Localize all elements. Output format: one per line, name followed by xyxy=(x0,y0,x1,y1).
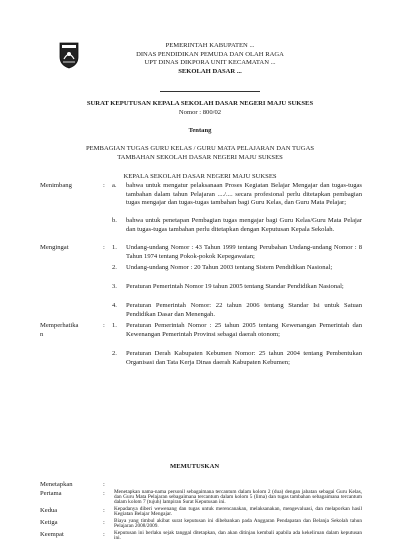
keempat-text: Keputusan ini berlaku sejak tanggal ditetapkan, dan akan ditinjau kembali apabila ada kekeliruan dalam keputusan ini. xyxy=(114,530,362,542)
keempat-label: Keempat xyxy=(40,531,64,538)
mengingat-colon: : xyxy=(103,244,105,251)
mengingat-label: Mengingat xyxy=(40,244,69,251)
subject-line-1: PEMBAGIAN TUGAS GURU KELAS / GURU MATA PELAJARAN DAN TUGAS xyxy=(85,145,314,152)
document-title: SURAT KEPUTUSAN KEPALA SEKOLAH DASAR NEGERI MAJU SUKSES xyxy=(86,100,314,107)
ketiga-colon: : xyxy=(103,519,105,526)
letterhead xyxy=(95,42,325,76)
memperhatikan-label-line-1: Memperhatika xyxy=(40,322,79,329)
document-number: Nomor : 800/02 xyxy=(178,109,222,116)
menimbang-colon: : xyxy=(103,182,105,189)
mengingat-marker-2: 2. xyxy=(112,264,117,271)
ketiga-text: Biaya yang timbul akibat surat keputusan ini dibebankan pada Anggaran Pendapatan dan Belanja Sekolah tahun Pelajaran 2008/2009. xyxy=(114,518,362,530)
keempat-colon: : xyxy=(103,531,105,538)
menimbang-marker-a: a. xyxy=(112,182,117,189)
mengingat-marker-4: 4. xyxy=(112,302,117,309)
menimbang-item-b: bahwa untuk penetapan Pembagian tugas mengajar bagi Guru Kelas/Guru Mata Pelajar dan tugas-tugas tambahan perlu ditetapkan dengan Keputusan Kepala Sekolah. xyxy=(126,217,362,233)
about-label: Tentang xyxy=(188,127,212,134)
letterhead-line-unit: UPT DINAS DIKPORA UNIT KECAMATAN ... xyxy=(144,59,276,67)
ketiga-label: Ketiga xyxy=(40,519,58,526)
memperhatikan-item-2: Peraturan Derah Kabupaten Kebumen Nomor: 25 tahun 2004 tentang Pembentukan Organisasi dan Tata Kerja Dinas daerah Kabupaten Kebumen; xyxy=(126,350,362,366)
menimbang-label: Menimbang xyxy=(40,182,72,189)
letterhead-line-school: SEKOLAH DASAR ... xyxy=(178,67,242,75)
pertama-text: Menetapkan nama-nama personil sebagaimana tercantum dalam kolom 2 (dua) dengan jabatan sebagai Guru Kelas, dan Guru Mata Pelajaran sebagaimana tercantum dalam kolom 5 (lima) dan tugas tambahan sebagaimana tercantum dalam kolom 7 (tujuh) lampiran Surat Keputusan ini. xyxy=(114,489,362,506)
pertama-label: Pertama xyxy=(40,490,62,497)
issuer-heading: KEPALA SEKOLAH DASAR NEGERI MAJU SUKSES xyxy=(123,173,277,180)
regency-crest-logo xyxy=(58,41,80,69)
letterhead-line-government: PEMERINTAH KABUPATEN ... xyxy=(165,42,255,49)
mengingat-item-4: Peraturan Pemerintah Nomor: 22 tahun 2006 tentang Standar Isi untuk Satuan Pendidikan Dasar dan Menengah. xyxy=(126,302,362,318)
mengingat-item-1: Undang-undang Nomor : 43 Tahun 1999 tentang Perubahan Undang-undang Nomor : 8 Tahun 1974 tentang Pokok-pokok Kepegawaian; xyxy=(126,244,362,260)
mengingat-item-3: Peraturan Pemerintah Nomor 19 tahun 2005 tentang Standar Pendidikan Nasional; xyxy=(126,283,344,290)
memperhatikan-marker-1: 1. xyxy=(112,322,117,329)
memperhatikan-marker-2: 2. xyxy=(112,350,117,357)
menimbang-marker-b: b. xyxy=(112,217,117,224)
mengingat-marker-1: 1. xyxy=(112,244,117,251)
menetapkan-label: Menetapkan xyxy=(40,481,73,488)
mengingat-marker-3: 3. xyxy=(112,283,117,290)
kedua-label: Kedua xyxy=(40,507,58,514)
decision-heading: MEMUTUSKAN xyxy=(170,463,220,470)
letterhead-divider xyxy=(160,91,260,92)
pertama-colon: : xyxy=(103,490,105,497)
mengingat-item-2: Undang-undang Nomor : 20 Tahun 2003 tentang Sistem Pendidikan Nasional; xyxy=(126,264,333,271)
kedua-colon: : xyxy=(103,507,105,514)
memperhatikan-colon: : xyxy=(103,322,105,329)
menetapkan-colon: : xyxy=(103,481,105,488)
letterhead-line-agency: DINAS PENDIDIKAN PEMUDA DAN OLAH RAGA xyxy=(136,50,284,58)
memperhatikan-label xyxy=(40,322,78,339)
menimbang-item-a: bahwa untuk mengatur pelaksanaan Proses Kegiatan Belajar Mengajar dan tugas-tugas tambahan dalam tahun Pelajaran ..../.... secara profesional perlu ditetapkan pembagian tugas mengajar dan tugas-tugas tambahan bagi Guru Kelas, dan Guru Mata Pelajar; xyxy=(126,182,362,206)
subject-line-2: TAMBAHAN SEKOLAH DASAR NEGERI MAJU SUKSES xyxy=(117,154,283,161)
memperhatikan-label-line-2: n xyxy=(40,330,44,338)
kedua-text: Kepadanya diberi wewenang dan tugas untuk merencanakan, melaksanakan, mengevaluasi, dan melaporkan hasil Kegiatan Belajar Mengajar. xyxy=(114,506,362,518)
memperhatikan-item-1: Peraturan Pemerintah Nomor : 25 tahun 2005 tentang Kewenangan Pemerintah dan Kewenangan Pemerintah Provinsi sebagai daerah otonom; xyxy=(126,322,362,338)
